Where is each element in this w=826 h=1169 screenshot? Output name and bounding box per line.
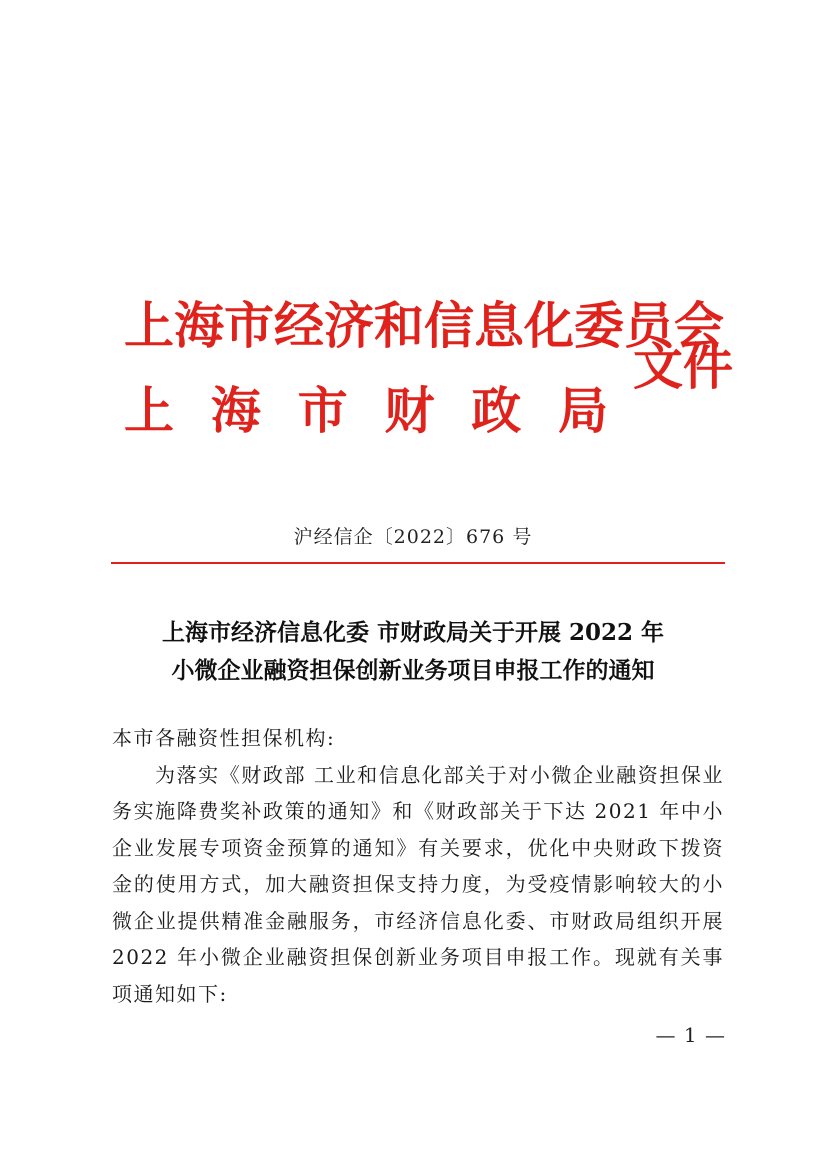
issuer-line-2-char: 海 <box>210 381 261 440</box>
document-number: 沪经信企〔2022〕676 号 <box>293 526 533 548</box>
issuer-line-2-char: 政 <box>471 381 522 440</box>
title-line-2: 小微企业融资担保创新业务项目申报工作的通知 <box>171 657 655 684</box>
issuer-line-2-char: 财 <box>384 381 435 440</box>
body-paragraph: 为落实《财政部 工业和信息化部关于对小微企业融资担保业务实施降费奖补政策的通知》和《财政部关于下达 2021 年中小企业发展专项资金预算的通知》有关要求，优化中央财政下拨资金的使用方式，加大融资担保支持力度，为受疫情影响较大的小微企业提供精准金融服务，市经济信息化委、市财政局组织开展 2022 年小微企业融资担保创新业务项目申报工作。现就有关事项通知如下: <box>112 762 724 1006</box>
issuer-line-2-char: 局 <box>557 381 608 440</box>
issuer-line-2-char: 上 <box>124 381 174 440</box>
title-line-1: 上海市经济信息化委 市财政局关于开展 2022 年 <box>161 619 665 646</box>
issuer-line-2 <box>124 381 608 441</box>
document-body <box>112 720 724 1012</box>
addressee: 本市各融资性担保机构: <box>112 726 336 750</box>
issuer-line-2-char: 市 <box>297 381 348 440</box>
issuer-line-1: 上海市经济和信息化委员会 <box>124 296 724 355</box>
page-number: — 1 — <box>655 1023 726 1047</box>
document-suffix: 文件 <box>633 337 733 396</box>
red-divider <box>111 562 725 564</box>
document-title <box>0 614 826 690</box>
